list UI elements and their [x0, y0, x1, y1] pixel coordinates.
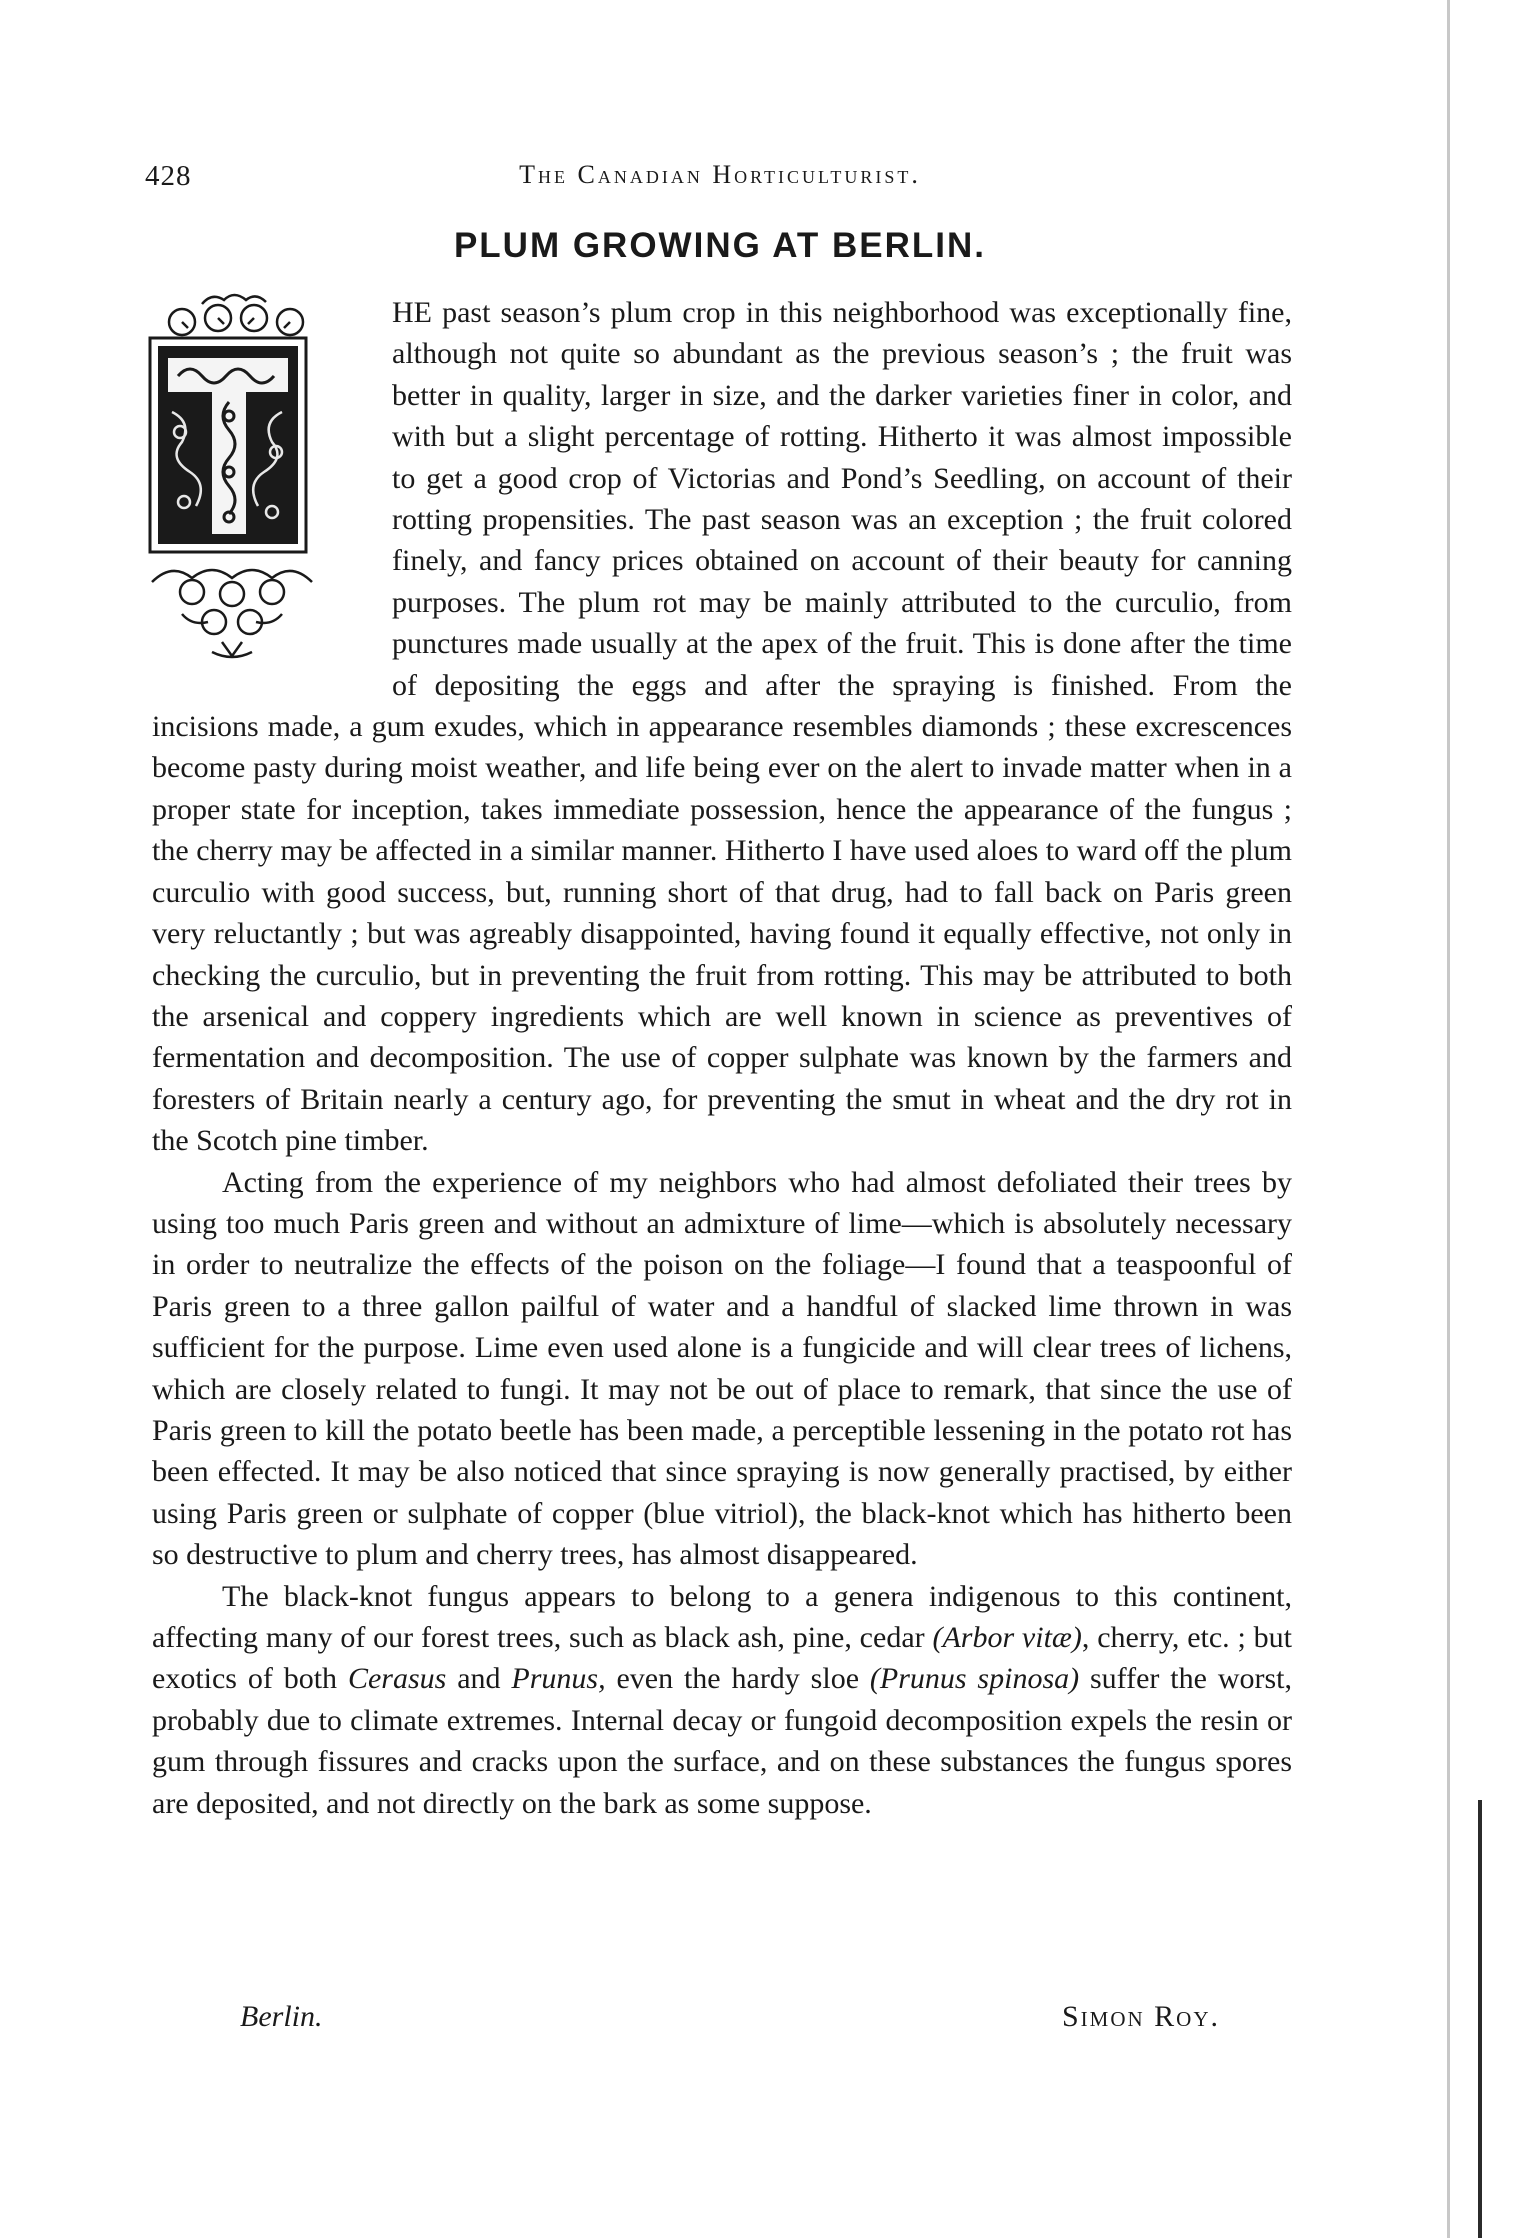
paragraph-2: Acting from the experience of my neighbors who had almost defoliated their trees by using too much Paris green and without an admixture of lime—which is absolutely necessary in order to neutralize the effects of the poison on the foliage—I found that a teaspoonful of Paris green to a three gallon pailful of water and a handful of slacked lime thrown in was sufficient for the purpose. Lime even used alone is a fungicide and will clear trees of lichens, which are closely related to fungi. It may not be out of place to remark, that since the use of Paris green to kill the potato beetle has been made, a perceptible lessening in the potato rot has been effected. It may be also noticed that since spraying is now generally practised, by either using Paris green or sulphate of copper (blue vitriol), the black-knot which has hitherto been so destructive to plum and cherry trees, has almost disappeared. [152, 1165, 1292, 1572]
paragraph-3-italic-prunus-spinosa: (Prunus spinosa) [869, 1662, 1080, 1696]
paragraph-3-text-g: even the hardy sloe [605, 1662, 870, 1696]
scan-edge-shadow [1478, 1800, 1482, 2238]
paragraph-3-italic-prunus: Prunus, [511, 1662, 606, 1696]
paragraph-1: HE past season’s plum crop in this neighborhood was exceptionally fine, although not quite so abundant as the previous season’s ; the fruit was better in quality, larger in size, and the darker varieties finer in color, and with but a slight percentage of rotting. Hitherto it was almost impossible to get a good crop of Victorias and Pond’s Seedling, on account of their rotting propensities. The past season was an exception ; the fruit colored finely, and fancy prices obtained on account of their beauty for canning purposes. The plum rot may be mainly attributed to the curculio, from punctures made usually at the apex of the fruit. This is done after the time of depositing the eggs and after the spraying is finished. From the incisions made, a gum exudes, which in appearance resembles diamonds ; these excrescences become pasty during moist weather, and life being ever on the alert to invade matter when in a proper state for inception, takes immediate possession, hence the appearance of the fungus ; the cherry may be affected in a similar manner. Hitherto I have used aloes to ward off the plum curculio with good success, but, running short of that drug, had to fall back on Paris green very reluctantly ; but was agreably disappointed, having found it equally effective, not only in checking the curculio, but in preventing the fruit from rotting. This may be attributed to both the arsenical and coppery ingredients which are well known in science as preventives of fermentation and decomposition. The use of copper sulphate was known by the farmers and foresters of Britain nearly a century ago, for preventing the smut in wheat and the dry rot in the Scotch pine timber. [152, 296, 1292, 1158]
running-head: The Canadian Horticulturist. [519, 160, 921, 189]
paragraph-3-text-e: and [446, 1662, 512, 1696]
article-body [152, 292, 1292, 1824]
scan-edge-line [1447, 0, 1450, 2238]
paragraph-3-text-a: The black-knot fungus appears to belong to a genera indigenous to this continent, affecting many of our forest trees, such as black ash, pine, cedar [152, 1579, 1292, 1654]
author-name: Simon Roy. [1061, 2000, 1220, 2033]
article-title: PLUM GROWING AT BERLIN. [453, 226, 987, 265]
paragraph-3-italic-cerasus: Cerasus [347, 1662, 447, 1696]
page-number: 428 [145, 160, 192, 192]
paragraph-3-italic-arbor: (Arbor vitæ) [932, 1621, 1082, 1654]
ornamental-initial [142, 292, 374, 670]
dateline-place: Berlin. [240, 2000, 323, 2033]
paragraph-3-text-i: suffer the worst, probably due to climate extremes. Internal decay or fungoid decomposition expels the resin or gum through fissures and cracks upon the surface, and on these substances the fungus spores are deposited, and not directly on the bark as some suppose. [152, 1662, 1292, 1820]
paragraph-3 [152, 1576, 1292, 1824]
signature-line [240, 2000, 1240, 2050]
paragraph-3-text-c: , cherry, etc. ; but exotics of both [152, 1621, 1292, 1696]
page-header [145, 160, 1295, 204]
